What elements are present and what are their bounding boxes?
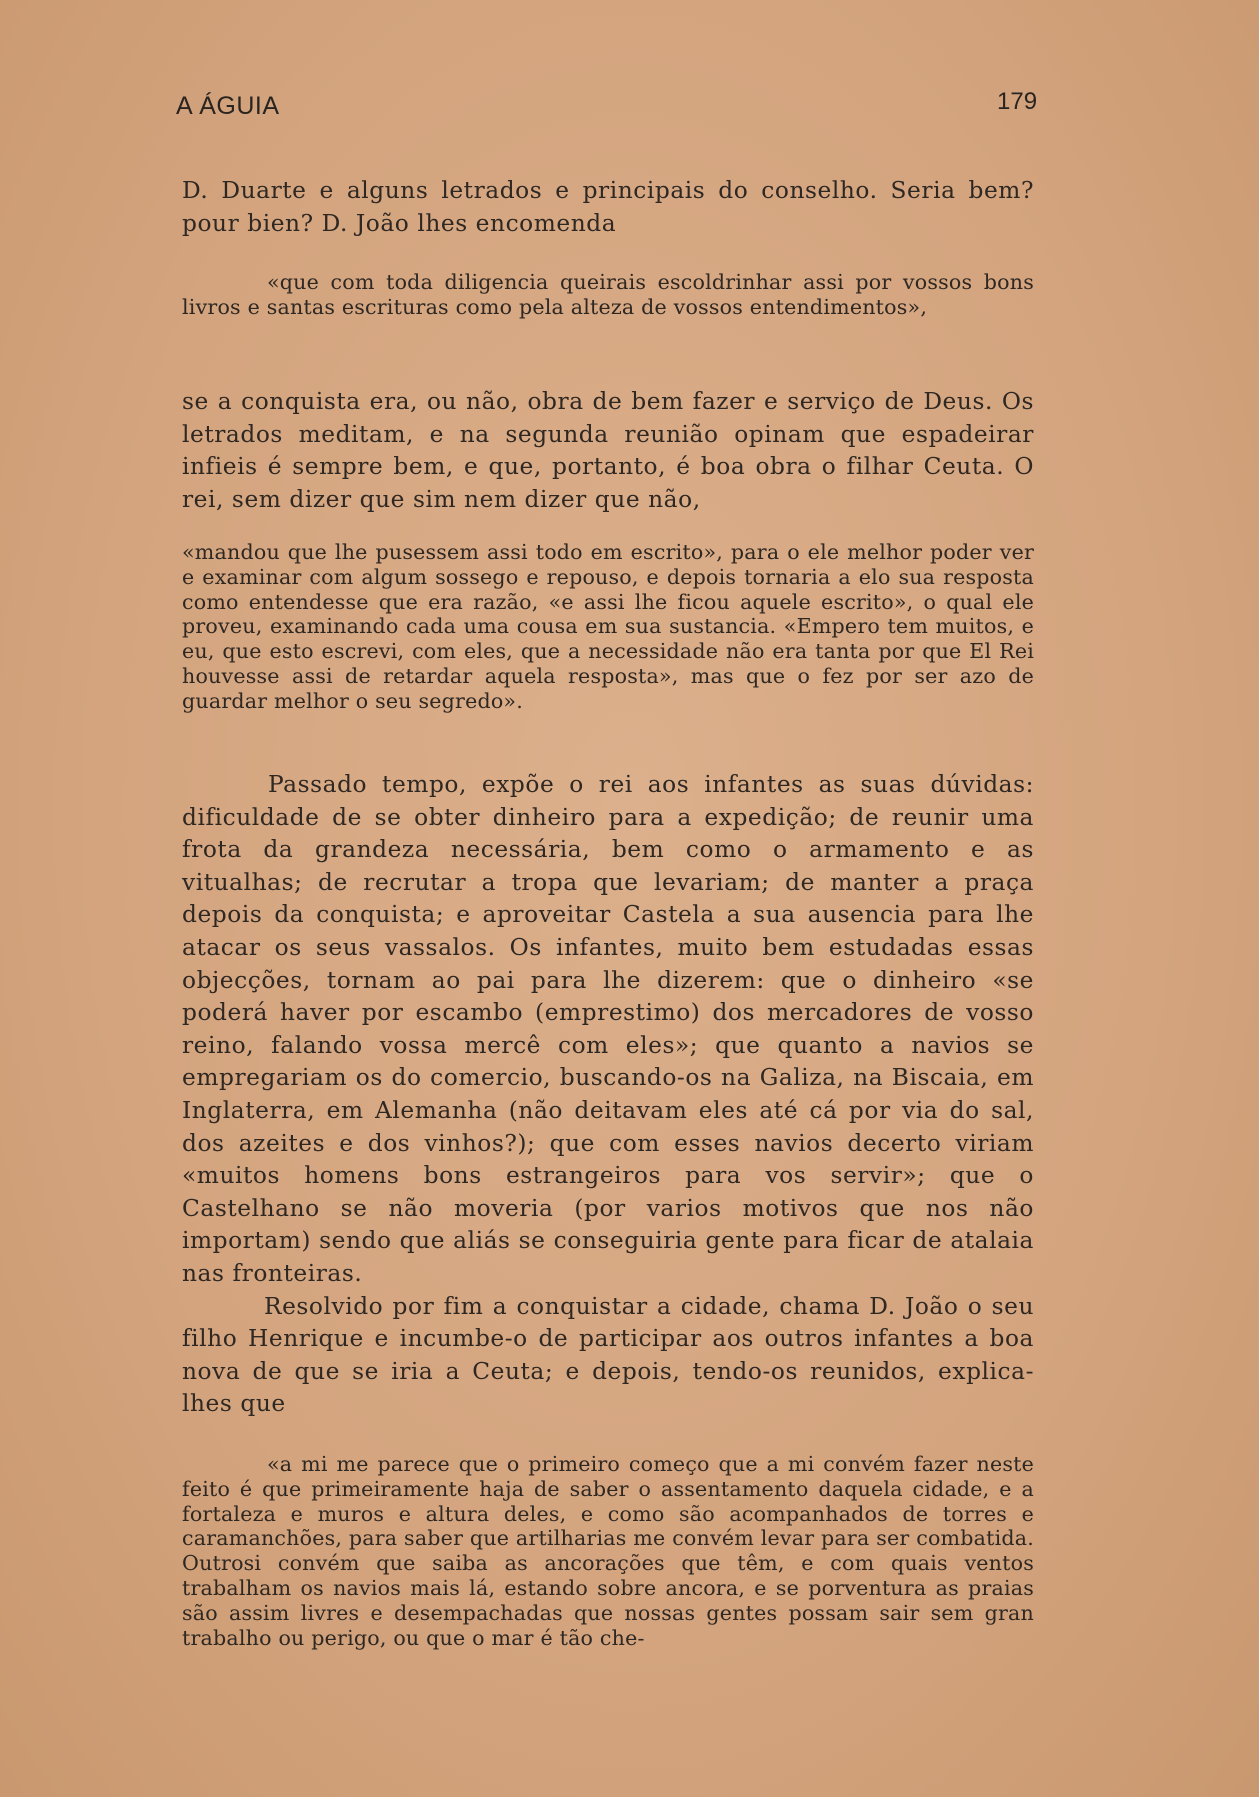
paragraph-2: se a conquista era, ou não, obra de bem fazer e serviço de Deus. Os letrados meditam, e na segunda reunião opinam que espadeirar infieis é sempre bem, e que, portanto, é boa obra o filhar Ceuta. O rei, sem dizer que sim nem dizer que não, [182,388,1034,513]
running-header-title: A ÁGUIA [176,92,280,120]
quote-block-1 [182,270,1034,320]
quote-block-2 [182,540,1034,714]
paragraph-4: Resolvido por fim a conquistar a cidade, chama D. João o seu filho Henrique e incumbe-o de participar aos outros infantes a boa nova de que se iria a Ceuta; e depois, tendo-os reunidos, explica-lhes que [182,1292,1034,1418]
paragraph-3: Passado tempo, expõe o rei aos infantes as suas dúvidas: dificuldade de se obter dinheiro para a expedição; de reunir uma frota da grandeza necessária, bem como o armamento e as vitualhas; de recrutar a tropa que levariam; de manter a praça depois da conquista; e aproveitar Castela a sua ausencia para lhe atacar os seus vassalos. Os infantes, muito bem estudadas essas objecções, tornam ao pai para lhe dizerem: que o dinheiro «se poderá haver por escambo (emprestimo) dos mercadores de vosso reino, falando vossa mercê com eles»; que quanto a navios se empregariam os do comercio, buscando-os na Galiza, na Biscaia, em Inglaterra, em Alemanha (não deitavam eles até cá por via do sal, dos azeites e dos vinhos?); que com esses navios decerto viriam «muitos homens bons estrangeiros para vos servir»; que o Castelhano se não moveria (por varios motivos que nos não importam) sendo que aliás se conseguiria gente para ficar de atalaia nas fronteiras. [182,771,1034,1287]
quote-1: «que com toda diligencia queirais escoldrinhar assi por vossos bons livros e santas escrituras como pela alteza de vossos entendimentos», [182,270,1034,319]
paragraph-group-2 [182,386,1034,516]
paragraph-intro [182,175,1034,240]
paragraph-group-3 [182,769,1034,1421]
quote-2: «mandou que lhe pusessem assi todo em escrito», para o ele melhor poder ver e examinar com algum sossego e repouso, e depois tornaria a elo sua resposta como entendesse que era razão, «e assi lhe ficou aquele escrito», o qual ele proveu, examinando cada uma cousa em sua sustancia. «Empero tem muitos, e eu, que esto escrevi, com eles, que a necessidade não era tanta por que El Rei houvesse assi de retardar aquela resposta», mas que o fez por ser azo de guardar melhor o seu segredo». [182,540,1034,713]
paragraph-1: D. Duarte e alguns letrados e principais do conselho. Seria bem? pour bien? D. João lhes encomenda [182,177,1034,237]
page-number: 179 [997,88,1038,115]
quote-block-3 [182,1452,1034,1650]
quote-3: «a mi me parece que o primeiro começo que a mi convém fazer neste feito é que primeiramente haja de saber o assentamento daquela cidade, e a fortaleza e muros e altura deles, e como são acompanhados de torres e caramanchões, para saber que artilharias me convém levar para ser combatida. Outrosi convém que saiba as ancorações que têm, e com quais ventos trabalham os navios mais lá, estando sobre ancora, e se porventura as praias são assim livres e desempachadas que nossas gentes possam sair sem gran trabalho ou perigo, ou que o mar é tão che- [182,1452,1034,1650]
